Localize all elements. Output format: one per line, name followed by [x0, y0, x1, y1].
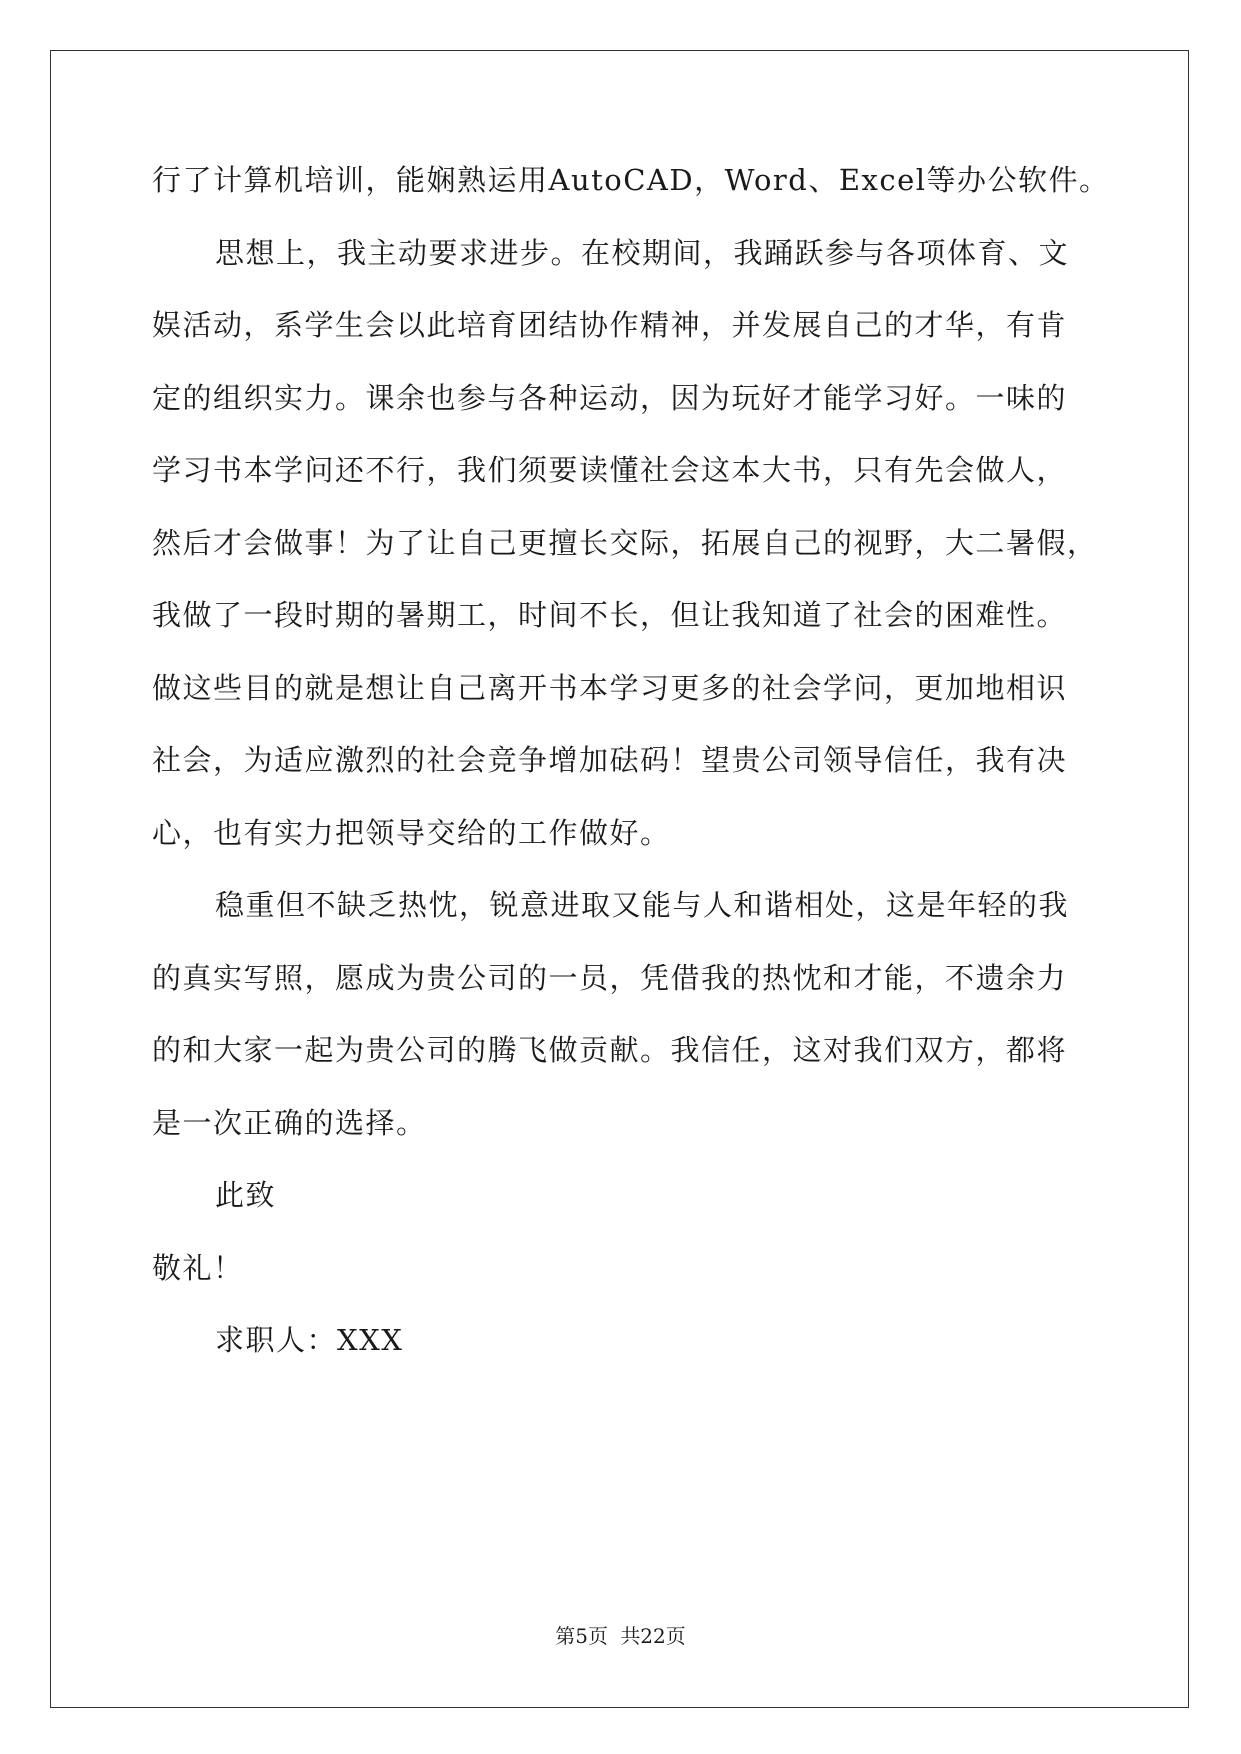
- closing-salutation: 此致: [215, 1178, 277, 1212]
- text-line: 学习书本学问还不行，我们须要读懂社会这本大书，只有先会做人，: [152, 453, 1068, 487]
- page-border: [50, 50, 1189, 1708]
- page-footer: [0, 1620, 1241, 1649]
- text-line: 是一次正确的选择。: [152, 1106, 427, 1140]
- text-line: 的和大家一起为贵公司的腾飞做贡献。我信任，这对我们双方，都将: [152, 1033, 1068, 1067]
- text-line: 然后才会做事！为了让自己更擅长交际，拓展自己的视野，大二暑假，: [152, 526, 1098, 560]
- text-line: 娱活动，系学生会以此培育团结协作精神，并发展自己的才华，有肯: [152, 308, 1068, 342]
- text-line: 我做了一段时期的暑期工，时间不长，但让我知道了社会的困难性。: [152, 598, 1068, 632]
- text-line: 做这些目的就是想让自己离开书本学习更多的社会学问，更加地相识: [152, 671, 1068, 705]
- text-line: 稳重但不缺乏热忱，锐意进取又能与人和谐相处，这是年轻的我: [215, 888, 1070, 922]
- closing-regards: 敬礼！: [152, 1251, 244, 1285]
- page-number: 第5页: [555, 1624, 608, 1648]
- text-line: 思想上，我主动要求进步。在校期间，我踊跃参与各项体育、文: [215, 236, 1070, 270]
- total-pages: 共22页: [620, 1624, 686, 1648]
- applicant-signature: 求职人：XXX: [215, 1323, 404, 1357]
- text-line: 定的组织实力。课余也参与各种运动，因为玩好才能学习好。一味的: [152, 381, 1068, 415]
- text-line: 行了计算机培训，能娴熟运用AutoCAD，Word、Excel等办公软件。: [152, 163, 1110, 197]
- text-line: 社会，为适应激烈的社会竞争增加砝码！望贵公司领导信任，我有决: [152, 743, 1068, 777]
- text-line: 心，也有实力把领导交给的工作做好。: [152, 816, 671, 850]
- text-line: 的真实写照，愿成为贵公司的一员，凭借我的热忱和才能，不遗余力: [152, 961, 1068, 995]
